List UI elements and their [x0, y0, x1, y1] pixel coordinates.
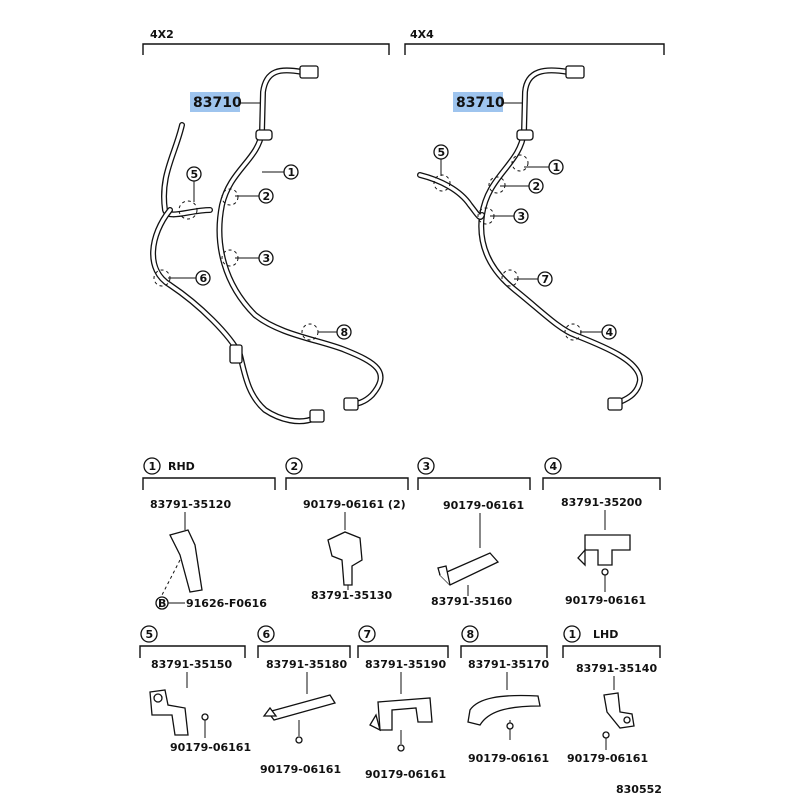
callout-2[interactable]	[500, 179, 543, 193]
part-number[interactable]: 83791-35180	[266, 658, 348, 671]
detail-panel-6	[258, 626, 350, 776]
bolt	[202, 714, 208, 720]
panel-bracket	[143, 478, 275, 490]
panel-bracket	[286, 478, 408, 490]
panel-bracket	[563, 646, 660, 658]
panel-bracket	[418, 478, 530, 490]
panel-title: LHD	[593, 628, 619, 641]
svg-text:3: 3	[422, 460, 431, 473]
bracket-hole	[624, 717, 630, 723]
part-number[interactable]: 83791-35160	[431, 595, 513, 608]
callout-5[interactable]	[434, 145, 448, 176]
detail-panel-8	[461, 626, 549, 765]
callout-8[interactable]	[318, 325, 351, 339]
svg-text:7: 7	[541, 273, 550, 286]
callout-7[interactable]	[514, 272, 552, 286]
variant-4x2-label: 4X2	[150, 28, 174, 41]
svg-text:2: 2	[532, 180, 541, 193]
callout-2[interactable]	[235, 189, 273, 203]
panel-bracket	[543, 478, 660, 490]
part-number[interactable]: 83791-35190	[365, 658, 447, 671]
speedometer-cable-4x2	[153, 66, 381, 422]
part-number[interactable]: 83791-35170	[468, 658, 550, 671]
cable-end-fitting	[310, 410, 324, 422]
callout-3[interactable]	[490, 209, 528, 223]
callout-1[interactable]	[524, 160, 563, 174]
part-number[interactable]: 91626-F0616	[186, 597, 267, 610]
leader	[162, 560, 180, 595]
speedometer-cable-4x4	[420, 66, 640, 410]
part-number[interactable]: 83791-35150	[151, 658, 233, 671]
detail-panel-5	[140, 626, 251, 754]
cable-end-fitting	[608, 398, 622, 410]
bracket-part	[604, 693, 634, 728]
cable-end-fitting	[344, 398, 358, 410]
bracket-part	[328, 532, 362, 585]
part-number[interactable]: 90179-06161	[260, 763, 342, 776]
svg-text:3: 3	[262, 252, 271, 265]
svg-text:2: 2	[290, 460, 299, 473]
detail-panel-4	[543, 458, 660, 607]
svg-text:4: 4	[549, 460, 558, 473]
callout-6[interactable]	[168, 271, 210, 285]
panel-bracket	[358, 646, 448, 658]
svg-text:5: 5	[190, 168, 199, 181]
svg-text:6: 6	[199, 272, 208, 285]
part-number[interactable]: 83791-35120	[150, 498, 232, 511]
bolt	[398, 745, 404, 751]
variant-4x4	[405, 28, 664, 410]
grommet	[256, 130, 272, 140]
svg-text:8: 8	[340, 326, 349, 339]
svg-text:8: 8	[466, 628, 475, 641]
part-number[interactable]: 90179-06161	[567, 752, 649, 765]
detail-panel-7	[358, 626, 448, 781]
callout-1[interactable]	[262, 165, 298, 179]
cable-end-fitting	[566, 66, 584, 78]
svg-text:6: 6	[262, 628, 271, 641]
detail-panel-3	[418, 458, 530, 608]
part-number[interactable]: 90179-06161	[170, 741, 252, 754]
part-number[interactable]: 90179-06161 (2)	[303, 498, 406, 511]
main-part-number-4x2[interactable]: 83710	[193, 95, 242, 111]
callout-3[interactable]	[235, 251, 273, 265]
svg-text:1: 1	[552, 161, 561, 174]
bolt	[296, 737, 302, 743]
main-part-number-4x4[interactable]: 83710	[456, 95, 505, 111]
bolt	[603, 732, 609, 738]
svg-text:B: B	[158, 597, 167, 610]
cable-end-fitting	[300, 66, 318, 78]
bracket-tab	[578, 550, 585, 565]
detail-panel-2	[286, 458, 408, 602]
bracket-part	[268, 695, 335, 720]
callout-5[interactable]	[187, 167, 201, 202]
svg-text:5: 5	[145, 628, 154, 641]
bracket-part	[170, 530, 202, 592]
figure-code: 830552	[616, 783, 662, 796]
svg-text:2: 2	[262, 190, 271, 203]
svg-text:1: 1	[568, 628, 577, 641]
panel-title: RHD	[168, 460, 195, 473]
part-number[interactable]: 83791-35200	[561, 496, 643, 509]
clamp-location	[512, 155, 528, 171]
bracket-part	[585, 535, 630, 565]
detail-panel-1-lhd	[563, 626, 660, 765]
panel-bracket	[461, 646, 547, 658]
bracket-part	[378, 698, 432, 730]
svg-text:5: 5	[437, 146, 446, 159]
variant-4x2	[143, 28, 389, 422]
bracket-hole	[154, 694, 162, 702]
grommet	[517, 130, 533, 140]
panel-bracket	[140, 646, 245, 658]
variant-4x2-bracket	[143, 44, 389, 55]
svg-text:7: 7	[363, 628, 372, 641]
part-number[interactable]: 90179-06161	[365, 768, 447, 781]
svg-text:1: 1	[287, 166, 296, 179]
bolt	[602, 569, 608, 575]
part-number[interactable]: 83791-35130	[311, 589, 393, 602]
variant-4x4-label: 4X4	[410, 28, 434, 41]
detail-panel-1-rhd	[143, 458, 275, 610]
svg-text:3: 3	[517, 210, 526, 223]
svg-text:4: 4	[605, 326, 614, 339]
part-number[interactable]: 83791-35140	[576, 662, 658, 675]
variant-4x4-bracket	[405, 44, 664, 55]
svg-text:1: 1	[148, 460, 157, 473]
part-number[interactable]: 90179-06161	[565, 594, 647, 607]
panel-bracket	[258, 646, 350, 658]
bracket-part	[468, 696, 540, 725]
part-number[interactable]: 90179-06161	[443, 499, 525, 512]
cable-joint	[230, 345, 242, 363]
bolt	[507, 723, 513, 729]
part-number[interactable]: 90179-06161	[468, 752, 550, 765]
